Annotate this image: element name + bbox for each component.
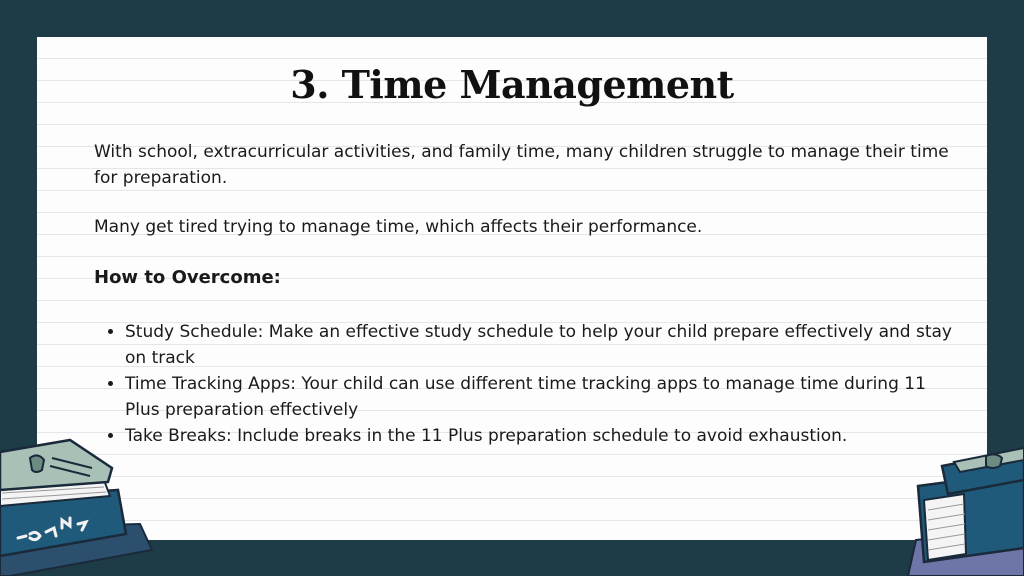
impact-paragraph: Many get tired trying to manage time, which affects their performance. [94,217,703,237]
intro-paragraph: With school, extracurricular activities, and family time, many children struggle to manage their time for preparation. [94,142,949,188]
tip-take-breaks: • Take Breaks: Include breaks in the 11 Plus preparation schedule to avoid exhaustion. [125,423,955,449]
slide-title: 3. Time Management [290,62,734,107]
book-stack-right-icon [898,444,1024,576]
tip-study-schedule: • Study Schedule: Make an effective study schedule to help your child prepare effectively and stay on track [125,319,955,371]
how-to-overcome-heading: How to Overcome: [94,267,281,288]
lined-paper-card [37,37,987,540]
book-stack-left-icon [0,438,155,576]
tip-time-tracking-apps: • Time Tracking Apps: Your child can use different time tracking apps to manage time during 11 Plus preparation effectively [125,371,955,423]
tips-list [94,319,955,449]
